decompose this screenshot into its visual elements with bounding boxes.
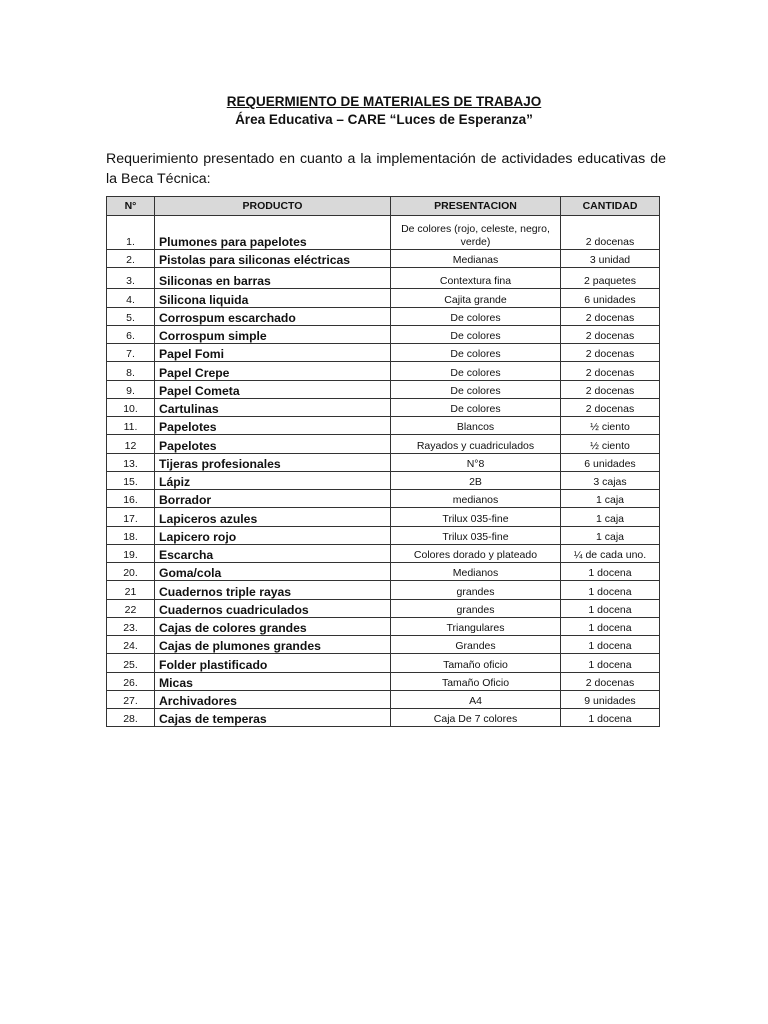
cell-presentacion: De colores bbox=[391, 307, 561, 325]
cell-num: 12 bbox=[107, 435, 155, 453]
cell-producto: Lapiceros azules bbox=[155, 508, 391, 526]
cell-cantidad: 1 docena bbox=[561, 636, 660, 654]
cell-cantidad: 1 docena bbox=[561, 709, 660, 727]
cell-cantidad: 2 paquetes bbox=[561, 268, 660, 289]
cell-presentacion: De colores bbox=[391, 325, 561, 343]
cell-cantidad: 2 docenas bbox=[561, 216, 660, 250]
cell-num: 24. bbox=[107, 636, 155, 654]
cell-presentacion: Trilux 035-fine bbox=[391, 508, 561, 526]
cell-producto: Siliconas en barras bbox=[155, 268, 391, 289]
cell-num: 21 bbox=[107, 581, 155, 599]
cell-producto: Escarcha bbox=[155, 544, 391, 562]
cell-producto: Silicona liquida bbox=[155, 289, 391, 307]
cell-num: 5. bbox=[107, 307, 155, 325]
table-row bbox=[107, 581, 660, 599]
cell-num: 13. bbox=[107, 453, 155, 471]
cell-cantidad: 2 docenas bbox=[561, 380, 660, 398]
cell-producto: Borrador bbox=[155, 490, 391, 508]
cell-producto: Pistolas para siliconas eléctricas bbox=[155, 250, 391, 268]
table-row bbox=[107, 490, 660, 508]
cell-presentacion: Contextura fina bbox=[391, 268, 561, 289]
cell-producto: Cajas de colores grandes bbox=[155, 617, 391, 635]
table-row bbox=[107, 599, 660, 617]
cell-num: 1. bbox=[107, 216, 155, 250]
cell-cantidad: 2 docenas bbox=[561, 307, 660, 325]
cell-presentacion: Cajita grande bbox=[391, 289, 561, 307]
cell-presentacion: N°8 bbox=[391, 453, 561, 471]
cell-presentacion: Triangulares bbox=[391, 617, 561, 635]
cell-cantidad: 2 docenas bbox=[561, 672, 660, 690]
cell-presentacion: Grandes bbox=[391, 636, 561, 654]
header-cantidad: CANTIDAD bbox=[561, 197, 660, 216]
cell-num: 9. bbox=[107, 380, 155, 398]
cell-num: 23. bbox=[107, 617, 155, 635]
cell-presentacion: De colores (rojo, celeste, negro, verde) bbox=[391, 216, 561, 250]
cell-producto: Goma/cola bbox=[155, 563, 391, 581]
cell-num: 27. bbox=[107, 690, 155, 708]
cell-presentacion: Tamaño oficio bbox=[391, 654, 561, 672]
cell-num: 10. bbox=[107, 398, 155, 416]
cell-num: 11. bbox=[107, 417, 155, 435]
table-row bbox=[107, 435, 660, 453]
cell-presentacion: De colores bbox=[391, 380, 561, 398]
cell-presentacion: Trilux 035-fine bbox=[391, 526, 561, 544]
cell-cantidad: 3 unidad bbox=[561, 250, 660, 268]
cell-producto: Micas bbox=[155, 672, 391, 690]
cell-cantidad: ½ ciento bbox=[561, 417, 660, 435]
cell-producto: Plumones para papelotes bbox=[155, 216, 391, 250]
table-row bbox=[107, 654, 660, 672]
cell-cantidad: 1 docena bbox=[561, 617, 660, 635]
cell-presentacion: grandes bbox=[391, 599, 561, 617]
table-row bbox=[107, 417, 660, 435]
header-num: N° bbox=[107, 197, 155, 216]
cell-presentacion: grandes bbox=[391, 581, 561, 599]
cell-producto: Cajas de plumones grandes bbox=[155, 636, 391, 654]
table-row bbox=[107, 289, 660, 307]
cell-cantidad: 2 docenas bbox=[561, 325, 660, 343]
cell-num: 22 bbox=[107, 599, 155, 617]
header-producto: PRODUCTO bbox=[155, 197, 391, 216]
cell-num: 20. bbox=[107, 563, 155, 581]
table-header-row bbox=[107, 197, 660, 216]
table-row bbox=[107, 344, 660, 362]
cell-num: 15. bbox=[107, 471, 155, 489]
cell-num: 3. bbox=[107, 268, 155, 289]
cell-cantidad: 2 docenas bbox=[561, 398, 660, 416]
cell-producto: Papel Cometa bbox=[155, 380, 391, 398]
cell-presentacion: Rayados y cuadriculados bbox=[391, 435, 561, 453]
cell-num: 2. bbox=[107, 250, 155, 268]
cell-cantidad: 6 unidades bbox=[561, 453, 660, 471]
cell-cantidad: 6 unidades bbox=[561, 289, 660, 307]
cell-producto: Cuadernos triple rayas bbox=[155, 581, 391, 599]
cell-cantidad: 1 docena bbox=[561, 599, 660, 617]
cell-presentacion: De colores bbox=[391, 344, 561, 362]
cell-producto: Archivadores bbox=[155, 690, 391, 708]
table-row bbox=[107, 563, 660, 581]
cell-cantidad: ¼ de cada uno. bbox=[561, 544, 660, 562]
cell-producto: Corrospum simple bbox=[155, 325, 391, 343]
cell-producto: Papel Crepe bbox=[155, 362, 391, 380]
table-row bbox=[107, 398, 660, 416]
cell-producto: Papel Fomi bbox=[155, 344, 391, 362]
cell-producto: Papelotes bbox=[155, 435, 391, 453]
cell-cantidad: 1 docena bbox=[561, 581, 660, 599]
table-row bbox=[107, 617, 660, 635]
table-row bbox=[107, 380, 660, 398]
cell-presentacion: De colores bbox=[391, 362, 561, 380]
cell-cantidad: 1 caja bbox=[561, 526, 660, 544]
cell-num: 4. bbox=[107, 289, 155, 307]
cell-cantidad: ½ ciento bbox=[561, 435, 660, 453]
table-row bbox=[107, 544, 660, 562]
cell-cantidad: 1 docena bbox=[561, 654, 660, 672]
cell-num: 7. bbox=[107, 344, 155, 362]
cell-cantidad: 1 docena bbox=[561, 563, 660, 581]
cell-presentacion: Blancos bbox=[391, 417, 561, 435]
cell-presentacion: 2B bbox=[391, 471, 561, 489]
cell-cantidad: 2 docenas bbox=[561, 362, 660, 380]
table-row bbox=[107, 453, 660, 471]
cell-producto: Papelotes bbox=[155, 417, 391, 435]
cell-producto: Lápiz bbox=[155, 471, 391, 489]
cell-producto: Folder plastificado bbox=[155, 654, 391, 672]
table-row bbox=[107, 471, 660, 489]
cell-presentacion: De colores bbox=[391, 398, 561, 416]
document-subtitle: Área Educativa – CARE “Luces de Esperanza” bbox=[235, 112, 533, 127]
table-row bbox=[107, 307, 660, 325]
table-row bbox=[107, 250, 660, 268]
table-row bbox=[107, 636, 660, 654]
cell-presentacion: Tamaño Oficio bbox=[391, 672, 561, 690]
table-row bbox=[107, 508, 660, 526]
cell-producto: Lapicero rojo bbox=[155, 526, 391, 544]
cell-cantidad: 3 cajas bbox=[561, 471, 660, 489]
cell-cantidad: 1 caja bbox=[561, 508, 660, 526]
cell-num: 8. bbox=[107, 362, 155, 380]
cell-producto: Tijeras profesionales bbox=[155, 453, 391, 471]
cell-cantidad: 2 docenas bbox=[561, 344, 660, 362]
table-body bbox=[107, 216, 660, 727]
cell-cantidad: 1 caja bbox=[561, 490, 660, 508]
cell-presentacion: medianos bbox=[391, 490, 561, 508]
cell-producto: Cajas de temperas bbox=[155, 709, 391, 727]
table-row bbox=[107, 325, 660, 343]
table-row bbox=[107, 268, 660, 289]
cell-num: 17. bbox=[107, 508, 155, 526]
cell-num: 16. bbox=[107, 490, 155, 508]
table-row bbox=[107, 690, 660, 708]
cell-num: 25. bbox=[107, 654, 155, 672]
cell-num: 19. bbox=[107, 544, 155, 562]
table-row bbox=[107, 672, 660, 690]
cell-producto: Cartulinas bbox=[155, 398, 391, 416]
cell-cantidad: 9 unidades bbox=[561, 690, 660, 708]
cell-presentacion: Medianas bbox=[391, 250, 561, 268]
intro-paragraph: Requerimiento presentado en cuanto a la implementación de actividades educativas de la Beca Técnica: bbox=[106, 151, 666, 187]
document-title: REQUERMIENTO DE MATERIALES DE TRABAJO bbox=[226, 94, 542, 109]
table-row bbox=[107, 526, 660, 544]
cell-producto: Corrospum escarchado bbox=[155, 307, 391, 325]
materials-table bbox=[106, 196, 660, 727]
cell-num: 18. bbox=[107, 526, 155, 544]
cell-presentacion: A4 bbox=[391, 690, 561, 708]
cell-num: 28. bbox=[107, 709, 155, 727]
cell-presentacion: Caja De 7 colores bbox=[391, 709, 561, 727]
cell-producto: Cuadernos cuadriculados bbox=[155, 599, 391, 617]
cell-num: 26. bbox=[107, 672, 155, 690]
table-row bbox=[107, 362, 660, 380]
cell-presentacion: Colores dorado y plateado bbox=[391, 544, 561, 562]
cell-presentacion: Medianos bbox=[391, 563, 561, 581]
cell-num: 6. bbox=[107, 325, 155, 343]
table-row bbox=[107, 709, 660, 727]
header-presentacion: PRESENTACION bbox=[391, 197, 561, 216]
table-row bbox=[107, 216, 660, 250]
